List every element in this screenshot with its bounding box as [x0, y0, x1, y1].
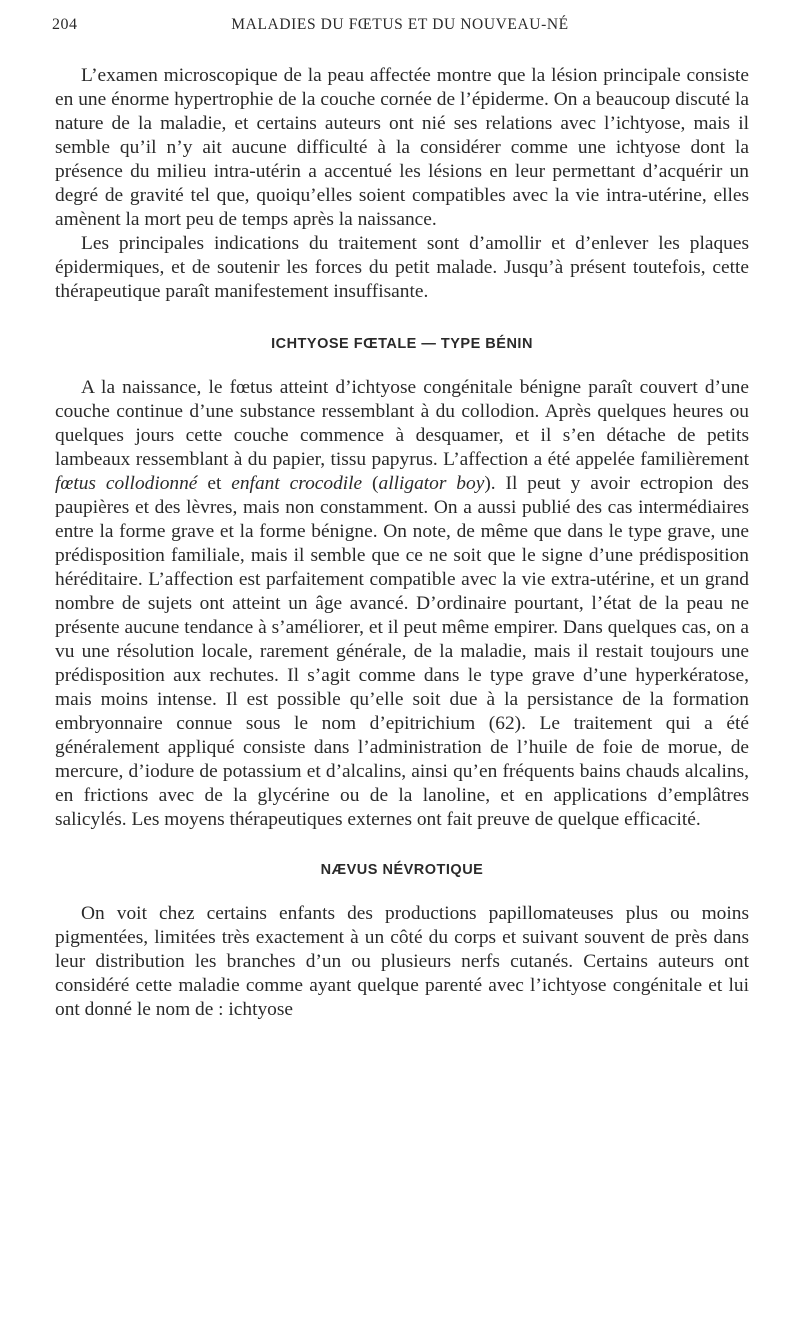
- running-title: MALADIES DU FŒTUS ET DU NOUVEAU-NÉ: [231, 16, 569, 33]
- running-head: [52, 16, 748, 42]
- intro-paragraph-2: Les principales indications du traitement sont d’amollir et d’enlever les plaques épidermiques, et de soutenir les forces du petit malade. Jusqu’à présent toutefois, cette thérapeutique paraît manifestement insuffisante.: [55, 233, 749, 302]
- ichtyose-paragraph: [55, 376, 749, 832]
- page-number: 204: [52, 16, 78, 33]
- text-span: et: [197, 473, 232, 494]
- italic-term-alligator-boy: alligator boy: [378, 473, 485, 494]
- text-span: A la naissance, le fœtus atteint d’ichtyose congénitale bénigne paraît couvert d’une couche continue d’une substance ressemblant à du collodion. Après quelques heures ou quelques jours cette couche commence à desquamer, et il s’en détache de petits lambeaux ressemblant à du papier, tissu papyrus. L’affection a été appelée familièrement: [55, 377, 749, 470]
- section-heading-ichtyose: ICHTYOSE FŒTALE — TYPE BÉNIN: [271, 336, 533, 352]
- section-heading-naevus: NÆVUS NÉVROTIQUE: [320, 862, 484, 878]
- naevus-paragraph: On voit chez certains enfants des productions papillomateuses plus ou moins pigmentées, limitées très exactement à un côté du corps et suivant souvent de près dans leur distribution les branches d’un ou plusieurs nerfs cutanés. Certains auteurs ont considéré cette maladie comme ayant quelque parenté avec l’ichtyose congénitale et lui ont donné le nom de : ichtyose: [55, 903, 749, 1020]
- intro-paragraph-1: L’examen microscopique de la peau affectée montre que la lésion principale consiste en une énorme hypertrophie de la couche cornée de l’épiderme. On a beaucoup discuté la nature de la maladie, et certains auteurs ont nié ses relations avec l’ichtyose, mais il semble qu’il n’y ait aucune difficulté à la considérer comme une ichtyose dont la présence du milieu intra-utérin a accentué les lésions en leur permettant d’acquérir un degré de gravité tel que, quoiqu’elles soient compatibles avec la vie intra-utérine, elles amènent la mort peu de temps après la naissance.: [55, 65, 749, 230]
- page-body: [55, 64, 749, 1022]
- text-span: ). Il peut y avoir ectropion des paupières et des lèvres, mais non constamment. On a aussi publié des cas intermédiaires entre la forme grave et la forme bénigne. On note, de même que dans le type grave, une prédisposition familiale, mais il semble que ce ne soit que le signe d’une prédisposition héréditaire. L’affection est parfaitement compatible avec la vie extra-utérine, et un grand nombre de sujets ont atteint un âge avancé. D’ordinaire pourtant, l’état de la peau ne présente aucune tendance à s’améliorer, et il peut même empirer. Dans quelques cas, on a vu une résolution locale, rarement générale, de la maladie, mais il restait toujours une prédisposition aux rechutes. Il s’agit comme dans le type grave d’une hyperkératose, mais moins intense. Il est possible qu’elle soit due à la persistance de la formation embryonnaire connue sous le nom d’epitrichium (62). Le traitement qui a été généralement appliqué consiste dans l’administration de l’huile de foie de morue, de mercure, d’iodure de potassium et d’alcalins, ainsi qu’en fréquents bains chauds alcalins, en frictions avec de la glycérine ou de la lanoline, et en applications d’emplâtres salicylés. Les moyens thérapeutiques externes ont fait preuve de quelque efficacité.: [55, 473, 749, 830]
- italic-term-enfant-crocodile: enfant crocodile: [231, 473, 363, 494]
- italic-term-foetus-collodionne: fœtus collodionné: [55, 473, 198, 494]
- text-span: (: [362, 473, 379, 494]
